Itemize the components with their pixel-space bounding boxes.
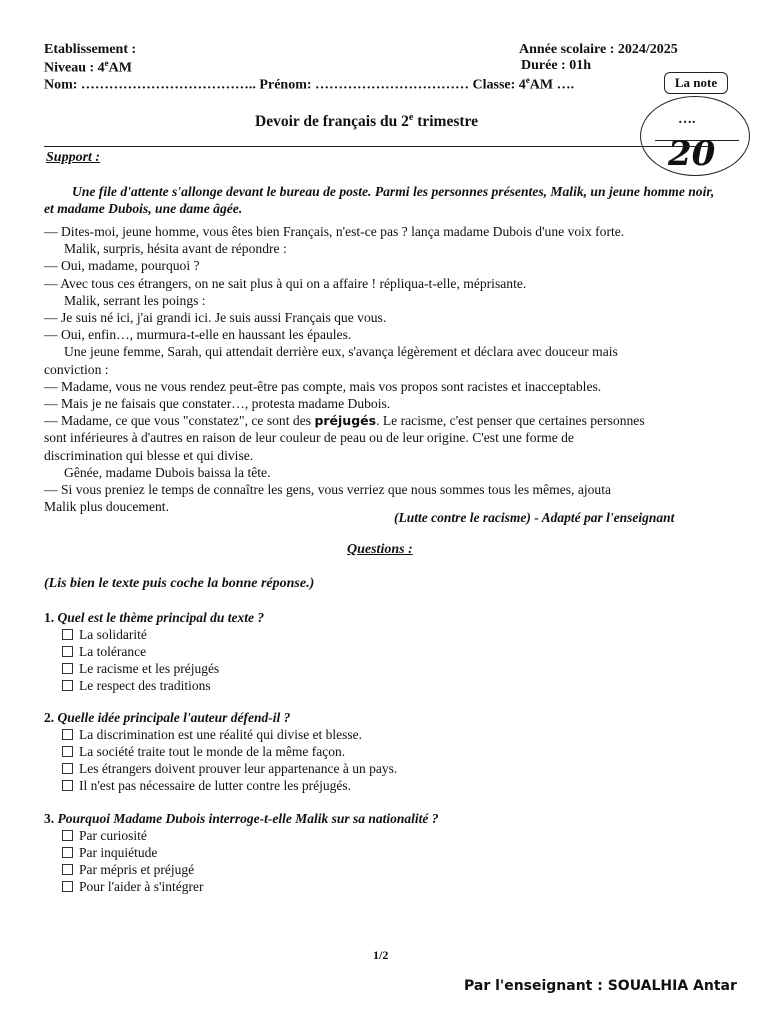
etablissement-label: Etablissement : bbox=[44, 42, 137, 57]
checkbox[interactable] bbox=[62, 746, 73, 757]
header-divider bbox=[44, 146, 708, 147]
question-number: 1. bbox=[44, 610, 55, 625]
teacher-signature: Par l'enseignant : SOUALHIA Antar bbox=[464, 978, 737, 994]
option-label: Par mépris et préjugé bbox=[79, 862, 195, 877]
grade-dots: …. bbox=[678, 112, 696, 127]
option-1b[interactable] bbox=[62, 644, 146, 660]
nom-text: Nom: ……………………………….. Prénom: …………………………… Classe: 4 bbox=[44, 77, 526, 93]
text-source: (Lutte contre le racisme) - Adapté par l'enseignant bbox=[394, 510, 675, 525]
prejuges-before: — Madame, ce que vous "constatez", ce sont des bbox=[44, 413, 315, 429]
checkbox[interactable] bbox=[62, 780, 73, 791]
text-line: conviction : bbox=[44, 361, 109, 377]
option-1d[interactable] bbox=[62, 678, 211, 694]
option-3d[interactable] bbox=[62, 879, 203, 895]
option-label: La solidarité bbox=[79, 627, 147, 642]
question-number: 2. bbox=[44, 710, 55, 725]
classe-suffix: AM …. bbox=[529, 77, 575, 93]
intro-paragraph: Une file d'attente s'allonge devant le bureau de poste. Parmi les personnes présentes, Malik, un jeune homme noir, et madame Dubois, une dame âgée. bbox=[44, 184, 715, 217]
support-text bbox=[44, 223, 724, 515]
question-2 bbox=[44, 710, 290, 726]
prejuges-bold: préjugés bbox=[314, 413, 377, 429]
nom-prenom-classe-line bbox=[44, 75, 574, 94]
option-label: La société traite tout le monde de la même façon. bbox=[79, 744, 346, 759]
text-line: Malik, serrant les poings : bbox=[64, 292, 206, 308]
question-1 bbox=[44, 610, 264, 626]
prejuges-after: . Le racisme, c'est penser que certaines personnes bbox=[376, 413, 645, 429]
option-label: La discrimination est une réalité qui divise et blesse. bbox=[79, 727, 363, 742]
text-line-prejuges bbox=[44, 412, 724, 429]
text-line: — Oui, enfin…, murmura-t-elle en haussant les épaules. bbox=[44, 327, 352, 343]
grade-total: 20 bbox=[668, 134, 716, 174]
classe-sup: e bbox=[525, 75, 530, 85]
option-2d[interactable] bbox=[62, 778, 351, 794]
text-line: sont inférieures à d'autres en raison de leur couleur de peau ou de leur origine. C'est une forme de bbox=[44, 430, 574, 446]
checkbox[interactable] bbox=[62, 646, 73, 657]
checkbox[interactable] bbox=[62, 763, 73, 774]
title-sup: e bbox=[408, 112, 414, 123]
text-line: — Dites-moi, jeune homme, vous êtes bien Français, n'est-ce pas ? lança madame Dubois d'une voix forte. bbox=[44, 224, 625, 239]
option-3b[interactable] bbox=[62, 845, 157, 861]
option-label: Pour l'aider à s'intégrer bbox=[79, 879, 204, 894]
option-3a[interactable] bbox=[62, 828, 147, 844]
text-line: — Madame, vous ne vous rendez peut-être pas compte, mais vos propos sont racistes et inacceptables. bbox=[44, 378, 602, 394]
checkbox[interactable] bbox=[62, 729, 73, 740]
option-label: Le respect des traditions bbox=[79, 678, 211, 693]
option-label: Par inquiétude bbox=[79, 845, 158, 860]
option-2a[interactable] bbox=[62, 727, 362, 743]
support-label: Support : bbox=[46, 150, 101, 165]
checkbox[interactable] bbox=[62, 680, 73, 691]
page-number: 1/2 bbox=[373, 948, 389, 962]
option-label: La tolérance bbox=[79, 644, 147, 659]
option-2c[interactable] bbox=[62, 761, 397, 777]
option-label: Le racisme et les préjugés bbox=[79, 661, 220, 676]
niveau-sup: e bbox=[104, 58, 109, 68]
niveau-label bbox=[44, 58, 132, 77]
checkbox[interactable] bbox=[62, 864, 73, 875]
option-1a[interactable] bbox=[62, 627, 147, 643]
niveau-prefix: Niveau : 4 bbox=[44, 60, 105, 76]
duree: Durée : 01h bbox=[521, 58, 591, 73]
niveau-suffix: AM bbox=[108, 60, 132, 76]
title-suffix: trimestre bbox=[413, 113, 478, 131]
option-label: Il n'est pas nécessaire de lutter contre les préjugés. bbox=[79, 778, 351, 793]
option-3c[interactable] bbox=[62, 862, 194, 878]
title-prefix: Devoir de français du 2 bbox=[255, 113, 409, 131]
text-line: — Je suis né ici, j'ai grandi ici. Je suis aussi Français que vous. bbox=[44, 310, 387, 326]
checkbox[interactable] bbox=[62, 629, 73, 640]
question-text: Pourquoi Madame Dubois interroge-t-elle Malik sur sa nationalité ? bbox=[57, 811, 439, 826]
option-label: Les étrangers doivent prouver leur appartenance à un pays. bbox=[79, 761, 398, 776]
option-label: Par curiosité bbox=[79, 828, 147, 843]
checkbox[interactable] bbox=[62, 830, 73, 841]
annee-scolaire: Année scolaire : 2024/2025 bbox=[519, 42, 678, 57]
option-2b[interactable] bbox=[62, 744, 345, 760]
checkbox[interactable] bbox=[62, 881, 73, 892]
checkbox[interactable] bbox=[62, 847, 73, 858]
page-title bbox=[255, 112, 478, 131]
question-number: 3. bbox=[44, 811, 55, 826]
questions-heading: Questions : bbox=[347, 542, 413, 557]
text-line: — Avec tous ces étrangers, on ne sait plus à qui on a affaire ! répliqua-t-elle, méprisante. bbox=[44, 275, 527, 291]
text-line: Gênée, madame Dubois baissa la tête. bbox=[64, 464, 271, 480]
option-1c[interactable] bbox=[62, 661, 219, 677]
text-line: — Si vous preniez le temps de connaître les gens, vous verriez que nous sommes tous les mêmes, ajouta bbox=[44, 482, 612, 498]
text-line: Une jeune femme, Sarah, qui attendait derrière eux, s'avança légèrement et déclara avec douceur mais bbox=[64, 344, 618, 360]
question-text: Quel est le thème principal du texte ? bbox=[57, 610, 265, 625]
question-text: Quelle idée principale l'auteur défend-il ? bbox=[57, 710, 291, 725]
text-line: — Mais je ne faisais que constater…, protesta madame Dubois. bbox=[44, 396, 391, 412]
note-box: La note bbox=[664, 72, 728, 94]
checkbox[interactable] bbox=[62, 663, 73, 674]
text-line: discrimination qui blesse et qui divise. bbox=[44, 447, 254, 463]
instruction: (Lis bien le texte puis coche la bonne réponse.) bbox=[44, 576, 315, 591]
text-line: Malik, surpris, hésita avant de répondre : bbox=[64, 241, 287, 257]
question-3 bbox=[44, 811, 439, 827]
text-line: — Oui, madame, pourquoi ? bbox=[44, 258, 200, 274]
text-line: Malik plus doucement. bbox=[44, 499, 169, 515]
